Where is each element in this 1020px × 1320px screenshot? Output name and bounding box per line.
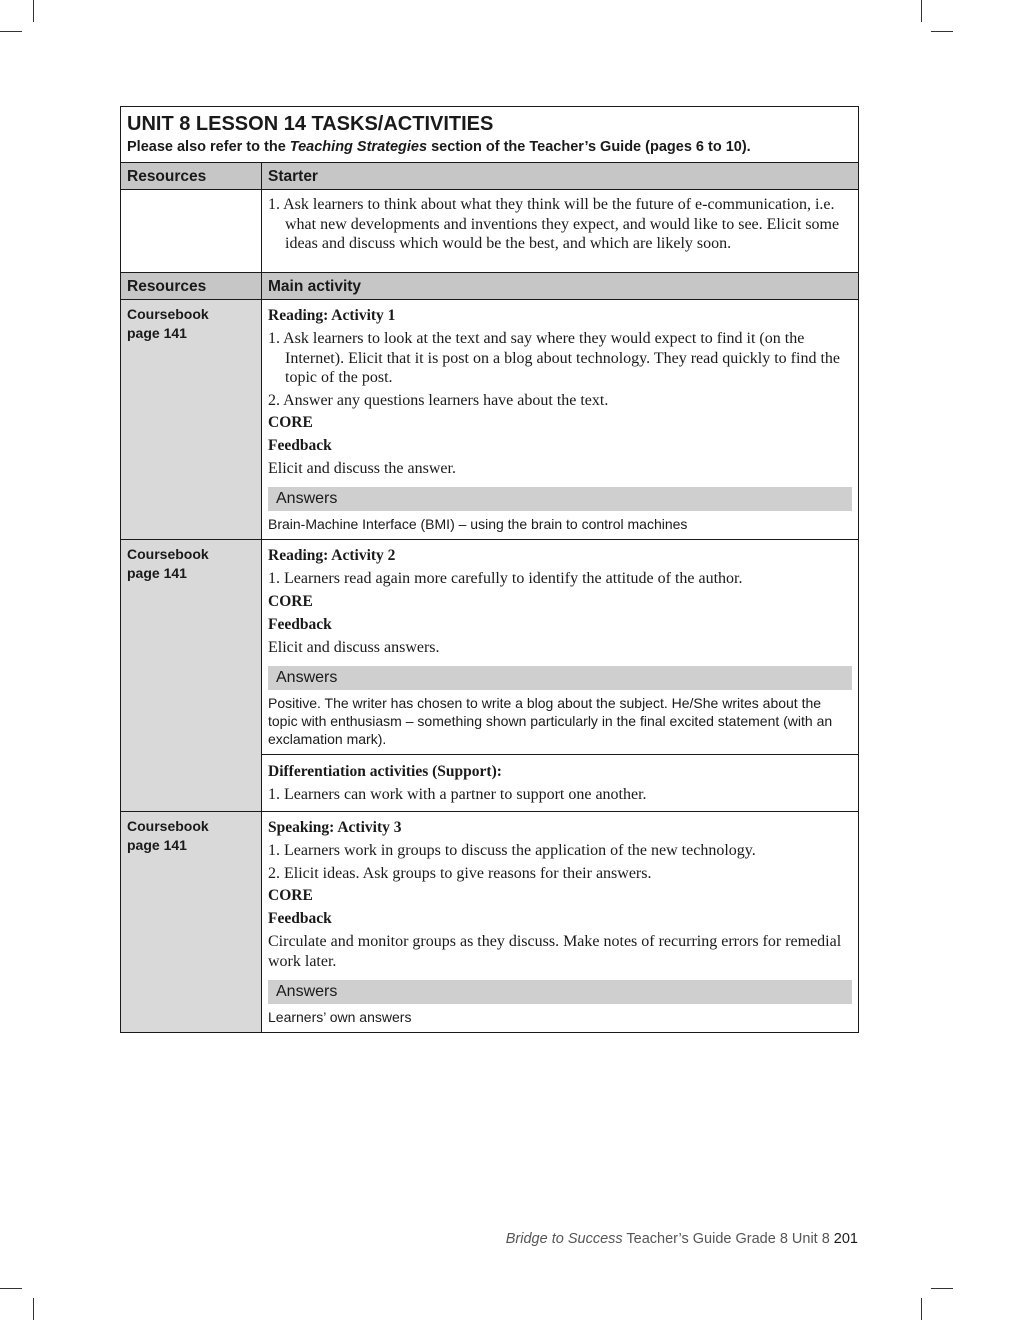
main-activity-header: Main activity xyxy=(262,273,859,300)
resource-label: Coursebook xyxy=(127,546,209,562)
title-cell xyxy=(121,107,859,163)
activity-title: Reading: Activity 1 xyxy=(268,307,396,324)
page-title: UNIT 8 LESSON 14 TASKS/ACTIVITIES xyxy=(127,113,494,135)
answers-text: Positive. The writer has chosen to write a blog about the subject. He/She writes about the topic with enthusiasm – something shown particularly in the final excited statement (with an exclamation mark). xyxy=(268,694,833,747)
activity-step: 1. Learners work in groups to discuss the application of the new technology. xyxy=(268,842,756,859)
crop-mark xyxy=(0,31,22,32)
main-header-row xyxy=(121,273,859,300)
resource-cell xyxy=(121,540,262,812)
resource-page: page 141 xyxy=(127,325,187,341)
activity-step: 2. Elicit ideas. Ask groups to give reasons for their answers. xyxy=(268,864,652,882)
differentiation-title: Differentiation activities (Support): xyxy=(268,762,502,780)
page-footer xyxy=(506,1231,858,1247)
feedback-label: Feedback xyxy=(268,437,332,454)
resources-header: Resources xyxy=(121,273,262,300)
activity-title: Reading: Activity 2 xyxy=(268,547,396,564)
resource-label: Coursebook xyxy=(127,818,209,834)
answers-text: Learners’ own answers xyxy=(268,1009,412,1025)
feedback-text: Circulate and monitor groups as they discuss. Make notes of recurring errors for remedial work later. xyxy=(268,933,842,970)
activity-step: 2. Answer any questions learners have about the text. xyxy=(268,391,609,409)
lesson-table xyxy=(120,106,859,1033)
answers-bar: Answers xyxy=(268,980,852,1004)
crop-mark xyxy=(931,31,953,32)
answers-text: Brain-Machine Interface (BMI) – using the brain to control machines xyxy=(268,516,688,532)
crop-mark xyxy=(33,1298,34,1320)
footer-book-title: Bridge to Success xyxy=(505,1231,623,1247)
crop-mark xyxy=(921,0,922,22)
resource-page: page 141 xyxy=(127,565,187,581)
crop-mark xyxy=(931,1288,953,1289)
page-subtitle xyxy=(127,137,852,157)
resource-cell xyxy=(121,812,262,1033)
footer-guide-text: Teacher’s Guide Grade 8 Unit 8 xyxy=(622,1231,830,1247)
crop-mark xyxy=(0,1288,22,1289)
subtitle-text: Please also refer to the xyxy=(127,139,290,155)
differentiation-section xyxy=(262,754,858,805)
activity-content xyxy=(262,812,859,1033)
activity-step: 1. Ask learners to look at the text and say where they would expect to find it (on the Internet). Elicit that it is post on a blog about technology. They read quickly to find the topic of the post. xyxy=(268,330,840,386)
feedback-text: Elicit and discuss the answer. xyxy=(268,460,456,477)
subtitle-text-end: section of the Teacher’s Guide (pages 6 to 10). xyxy=(427,139,751,155)
feedback-text: Elicit and discuss answers. xyxy=(268,638,440,656)
feedback-label: Feedback xyxy=(268,615,332,633)
activity-step: 1. Learners read again more carefully to identify the attitude of the author. xyxy=(268,570,743,587)
activity-row xyxy=(121,540,859,812)
resource-label: Coursebook xyxy=(127,306,209,322)
core-label: CORE xyxy=(268,414,313,431)
page-number: 201 xyxy=(833,1231,858,1247)
core-label: CORE xyxy=(268,887,313,904)
starter-resource-cell xyxy=(121,190,262,273)
feedback-label: Feedback xyxy=(268,910,332,927)
starter-row xyxy=(121,190,859,273)
activity-title: Speaking: Activity 3 xyxy=(268,819,402,836)
core-label: CORE xyxy=(268,592,313,610)
crop-mark xyxy=(33,0,34,22)
answers-bar: Answers xyxy=(268,487,852,511)
subtitle-italic: Teaching Strategies xyxy=(289,139,428,155)
activity-content xyxy=(262,300,859,540)
title-row xyxy=(121,107,859,163)
resource-page: page 141 xyxy=(127,837,187,853)
crop-mark xyxy=(921,1298,922,1320)
starter-header: Starter xyxy=(262,163,859,190)
answers-bar: Answers xyxy=(268,666,852,690)
activity-content xyxy=(262,540,859,812)
resource-cell xyxy=(121,300,262,540)
starter-content xyxy=(262,190,859,273)
activity-row xyxy=(121,300,859,540)
starter-header-row xyxy=(121,163,859,190)
differentiation-step: 1. Learners can work with a partner to support one another. xyxy=(268,785,647,803)
activity-row xyxy=(121,812,859,1033)
resources-header: Resources xyxy=(121,163,262,190)
starter-step: 1. Ask learners to think about what they think will be the future of e-communication, i.e. what new developments and inventions they expect, and would like to see. Elicit some ideas and discuss which would be the best, and which are likely soon. xyxy=(268,196,840,252)
